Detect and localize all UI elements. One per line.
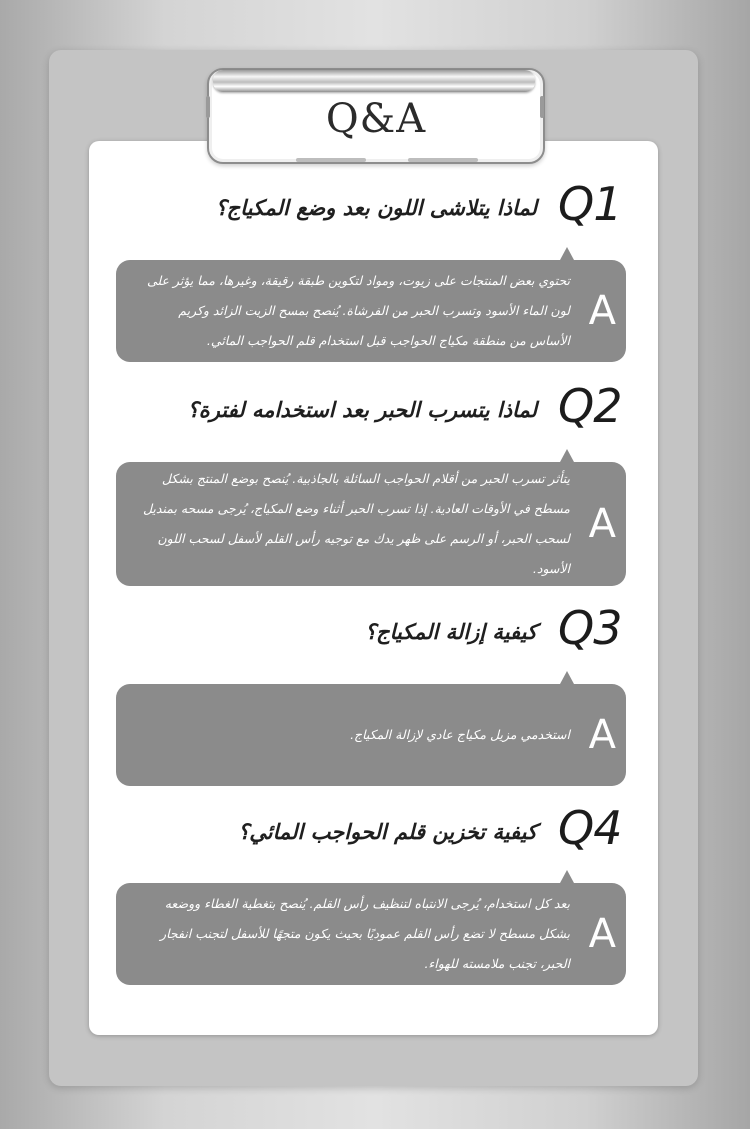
answer-1-label: A <box>588 288 616 334</box>
answer-4-bubble <box>116 883 626 985</box>
answer-2-label: A <box>588 501 616 547</box>
answer-1-text: تحتوي بعض المنتجات على زيوت، ومواد لتكوين طبقة رقيقة، وغيرها، مما يؤثر على لون الماء الأسود وتسرب الحبر من الفرشاة. يُنصح بمسح الزيت الزائد وكريم الأساس من منطقة مكياج الحواجب قبل استخدام قلم الحواجب المائي. <box>146 273 570 348</box>
question-1-text: لماذا يتلاشى اللون بعد وضع المكياج؟ <box>215 196 537 220</box>
question-3-text: كيفية إزالة المكياج؟ <box>364 620 537 644</box>
answer-1-bubble <box>116 260 626 362</box>
question-3-label: Q3 <box>558 601 622 655</box>
clip-metal-bar <box>213 70 535 92</box>
answer-3-bubble <box>116 684 626 786</box>
question-1-label: Q1 <box>558 177 622 231</box>
question-2-label: Q2 <box>558 379 622 433</box>
answer-4-label: A <box>588 911 616 957</box>
answer-2-bubble <box>116 462 626 586</box>
clip-foot-right <box>408 158 478 162</box>
page-title: Q&A <box>325 96 427 142</box>
clip-foot-left <box>296 158 366 162</box>
question-4-text: كيفية تخزين قلم الحواجب المائي؟ <box>238 820 537 844</box>
answer-4-text: بعد كل استخدام، يُرجى الانتباه لتنظيف رأس القلم. يُنصح بتغطية الغطاء ووضعه بشكل مسطح لا تضع رأس القلم عموديًا بحيث يكون متجهًا للأسفل لتجنب انفجار الحبر، تجنب ملامسته للهواء. <box>160 896 570 971</box>
answer-3-label: A <box>588 712 616 758</box>
question-4-label: Q4 <box>558 801 622 855</box>
answer-2-text: يتأثر تسرب الحبر من أقلام الحواجب السائلة بالجاذبية. يُنصح بوضع المنتج بشكل مسطح في الأوقات العادية. إذا تسرب الحبر أثناء وضع المكياج، يُرجى مسحه بمنديل لسحب الحبر، أو الرسم على ظهر يدك مع توجيه رأس القلم لأسفل لسحب اللون الأسود. <box>142 471 570 576</box>
question-2-text: لماذا يتسرب الحبر بعد استخدامه لفترة؟ <box>187 398 537 422</box>
answer-3-text: استخدمي مزيل مكياج عادي لإزالة المكياج. <box>350 727 570 742</box>
